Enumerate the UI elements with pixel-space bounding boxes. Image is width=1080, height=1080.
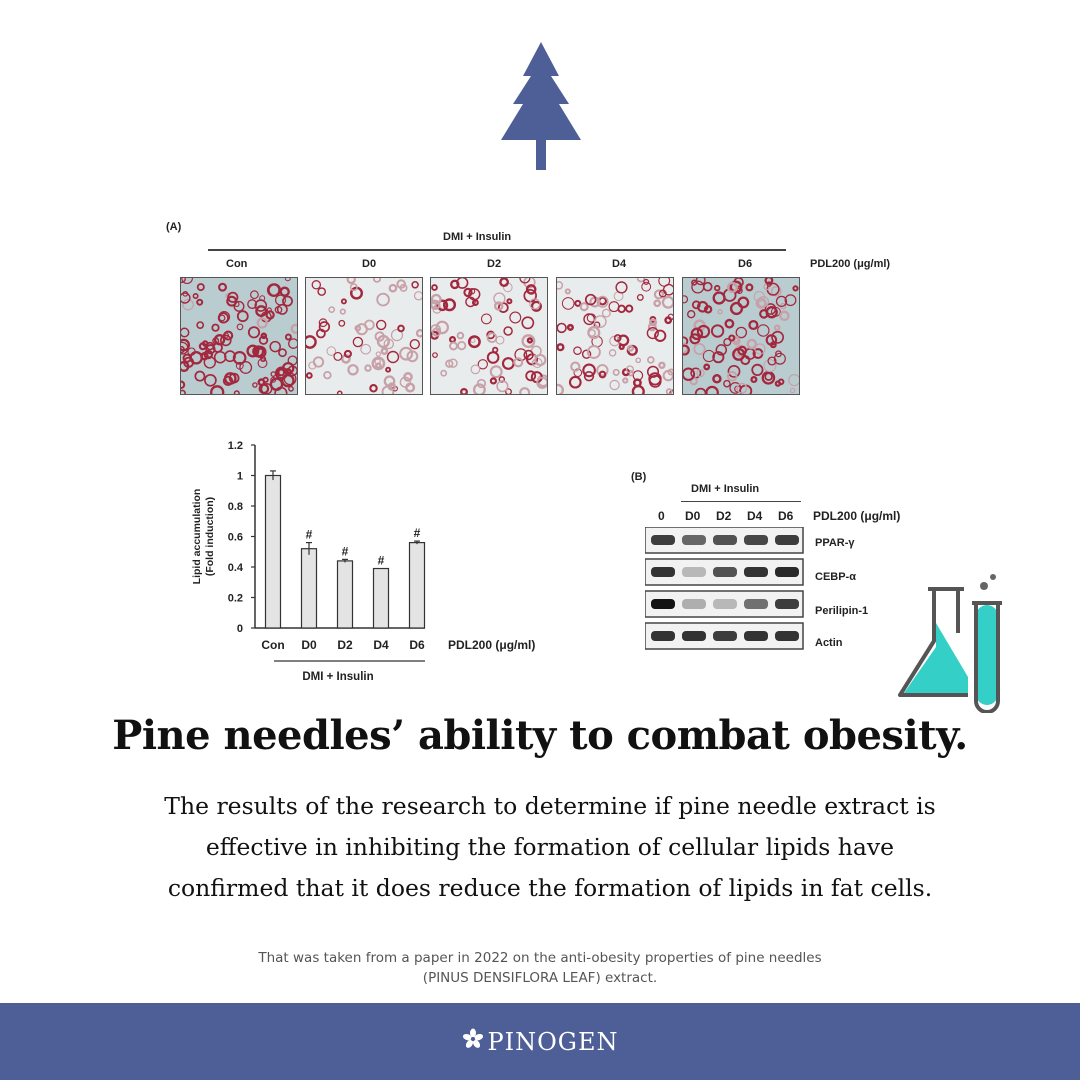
micrograph-image xyxy=(180,277,298,395)
blot-band xyxy=(775,567,799,577)
blot-band xyxy=(713,567,737,577)
blot-band xyxy=(775,631,799,641)
blot-band xyxy=(651,535,675,545)
blot-band xyxy=(775,535,799,545)
lipid-accumulation-chart xyxy=(185,435,560,690)
blot-band xyxy=(713,599,737,609)
body-line: The results of the research to determine if pine needle extract is xyxy=(164,792,936,820)
protein-label: CEBP-α xyxy=(815,571,856,583)
blot-band xyxy=(775,599,799,609)
blot-band xyxy=(651,599,675,609)
blot-band xyxy=(744,535,768,545)
x-tick-label: Con xyxy=(261,638,285,652)
y-tick-label: 0.8 xyxy=(227,501,243,513)
lab-flask-test-tube-icon xyxy=(896,573,1008,713)
treatment-bracket xyxy=(208,249,786,251)
blot-band xyxy=(651,567,675,577)
bar-D4 xyxy=(374,569,389,628)
body-line: effective in inhibiting the formation of cellular lipids have xyxy=(205,833,895,861)
blot-band xyxy=(744,567,768,577)
condition-label: D6 xyxy=(738,258,753,270)
bar-D0 xyxy=(302,549,317,628)
protein-label: PPAR-γ xyxy=(815,537,855,549)
treatment-bracket xyxy=(681,501,801,502)
lane-label: D4 xyxy=(747,509,763,523)
blot-band xyxy=(682,567,706,577)
x-tick-label: D2 xyxy=(337,638,353,652)
blot-band xyxy=(713,535,737,545)
micrograph-image xyxy=(305,277,423,395)
blot-image xyxy=(645,527,805,657)
lane-label: D0 xyxy=(685,509,701,523)
brand-name: PINOGEN xyxy=(487,1027,619,1056)
figure-b-treatment: DMI + Insulin xyxy=(691,483,760,495)
x-tick-label: D6 xyxy=(409,638,425,652)
figure-a-unit: PDL200 (μg/ml) xyxy=(810,258,891,270)
figure-a-treatment: DMI + Insulin xyxy=(443,231,512,243)
significance-mark: # xyxy=(341,544,349,559)
body-line: confirmed that it does reduce the formation of lipids in fat cells. xyxy=(167,874,933,902)
pine-tree-icon xyxy=(499,40,583,172)
y-tick-label: 0.2 xyxy=(227,592,243,605)
y-tick-label: 0.4 xyxy=(227,562,243,574)
micrograph-image xyxy=(682,277,800,395)
footer-bar xyxy=(0,1003,1080,1080)
micrograph-image xyxy=(430,277,548,395)
body-paragraph xyxy=(100,786,1000,909)
micrograph-image xyxy=(556,277,674,395)
blot-band xyxy=(682,599,706,609)
brand xyxy=(462,1028,619,1056)
y-tick-label: 1 xyxy=(236,470,243,483)
protein-label: Perilipin-1 xyxy=(815,605,869,617)
bar-D6 xyxy=(410,543,425,628)
bar-D2 xyxy=(338,561,353,628)
y-tick-label: 0 xyxy=(236,623,243,635)
headline: Pine needles’ ability to combat obesity. xyxy=(112,712,968,759)
figure-b-label: (B) xyxy=(631,471,647,483)
significance-mark: # xyxy=(305,527,313,542)
condition-label: D4 xyxy=(612,258,627,270)
condition-label: D2 xyxy=(487,258,502,270)
lane-label: D6 xyxy=(778,509,794,523)
figure-b-unit: PDL200 (μg/ml) xyxy=(813,509,901,523)
condition-label: D0 xyxy=(362,258,377,270)
bar-Con xyxy=(266,476,281,629)
figure-b-western-blot xyxy=(625,465,925,665)
condition-label: Con xyxy=(226,258,248,270)
figure-a-label: (A) xyxy=(166,221,182,233)
lane-label: D2 xyxy=(716,509,732,523)
y-tick-label: 1.2 xyxy=(227,440,243,452)
blot-band xyxy=(651,631,675,641)
blot-band xyxy=(682,535,706,545)
x-axis-label: PDL200 (μg/ml) xyxy=(448,638,536,652)
significance-mark: # xyxy=(377,553,385,568)
blot-band xyxy=(744,631,768,641)
x-tick-label: D4 xyxy=(373,638,389,652)
significance-mark: # xyxy=(413,526,421,541)
flower-logo-icon xyxy=(462,1028,484,1050)
lane-label: 0 xyxy=(658,509,665,523)
group-label: DMI + Insulin xyxy=(302,671,374,683)
source-note xyxy=(0,948,1080,988)
y-tick-label: 0.6 xyxy=(227,531,243,544)
y-axis-label: Lipid accumulation(Fold induction) xyxy=(191,488,216,585)
figure-a-micrographs xyxy=(160,215,920,400)
blot-band xyxy=(713,631,737,641)
protein-label: Actin xyxy=(815,637,843,649)
blot-band xyxy=(744,599,768,609)
x-tick-label: D0 xyxy=(301,638,317,652)
blot-band xyxy=(682,631,706,641)
source-line: That was taken from a paper in 2022 on the anti-obesity properties of pine needles xyxy=(258,950,822,966)
source-line: (PINUS DENSIFLORA LEAF) extract. xyxy=(422,970,658,986)
